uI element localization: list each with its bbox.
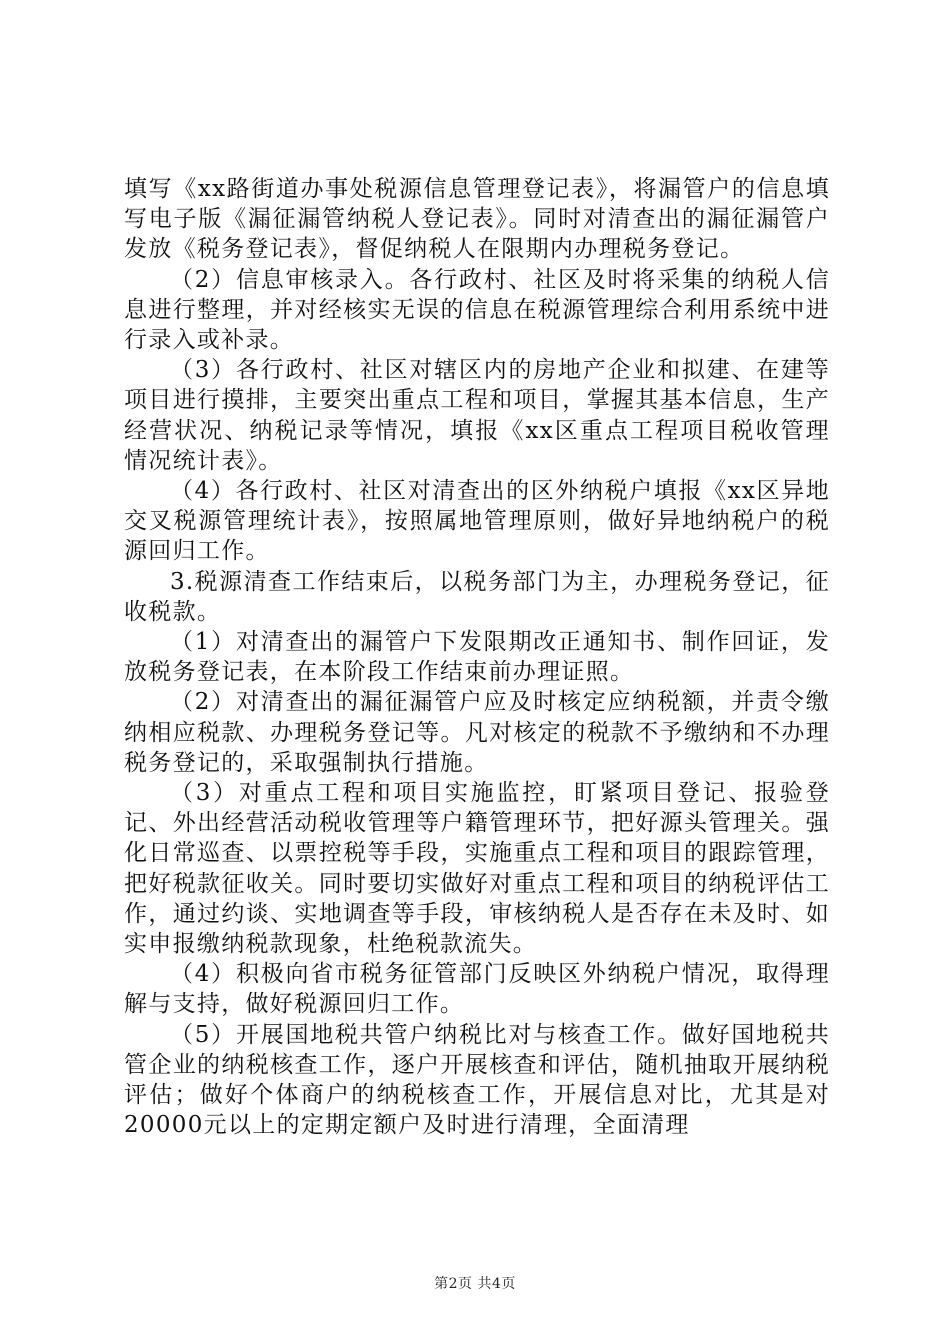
paragraph-continuation: 填写《xx路街道办事处税源信息管理登记表》，将漏管户的信息填写电子版《漏征漏管纳税人登记表》。同时对清查出的漏征漏管户发放《税务登记表》，督促纳税人在限期内办理税务登记。 [124, 176, 830, 263]
paragraph-item-2-tax-assessment: （2）对清查出的漏征漏管户应及时核定应纳税额，并责令缴纳相应税款、办理税务登记等。凡对核定的税款不予缴纳和不办理税务登记的，采取强制执行措施。 [124, 689, 830, 776]
paragraph-item-3-key-projects: （3）对重点工程和项目实施监控，盯紧项目登记、报验登记、外出经营活动税收管理等户籍管理环节，把好源头管理关。强化日常巡查、以票控税等手段，实施重点工程和项目的跟踪管理，把好税款征收关。同时要切实做好对重点工程和项目的纳税评估工作，通过约谈、实地调查等手段，审核纳税人是否存在未及时、如实申报缴纳税款现象，杜绝税款流失。 [124, 780, 830, 958]
paragraph-section-3-heading: 3.税源清查工作结束后，以税务部门为主，办理税务登记，征收税款。 [124, 568, 830, 625]
paragraph-item-2-info-review: （2）信息审核录入。各行政村、社区及时将采集的纳税人信息进行整理，并对经核实无误的信息在税源管理综合利用系统中进行录入或补录。 [124, 266, 830, 354]
paragraph-item-3-project-survey: （3）各行政村、社区对辖区内的房地产企业和拟建、在建等项目进行摸排，主要突出重点工程和项目，掌握其基本信息，生产经营状况、纳税记录等情况，填报《xx区重点工程项目税收管理情况统计表》。 [124, 357, 830, 474]
paragraph-item-4-provincial-report: （4）积极向省市税务征管部门反映区外纳税户情况，取得理解与支持，做好税源回归工作。 [124, 961, 830, 1018]
paragraph-item-1-correction-notice: （1）对清查出的漏管户下发限期改正通知书、制作回证，发放税务登记表，在本阶段工作结束前办理证照。 [124, 629, 830, 686]
document-body [124, 174, 830, 1141]
paragraph-item-4-offsite-taxpayers: （4）各行政村、社区对清查出的区外纳税户填报《xx区异地交叉税源管理统计表》，按照属地管理原则，做好异地纳税户的税源回归工作。 [124, 478, 830, 565]
page-number-footer: 第2页 共4页 [434, 1276, 516, 1292]
paragraph-item-5-joint-audit: （5）开展国地税共管户纳税比对与核查工作。做好国地税共管企业的纳税核查工作，逐户开展核查和评估，随机抽取开展纳税评估；做好个体商户的纳税核查工作，开展信息对比，尤其是对20000元以上的定期定额户及时进行清理，全面清理 [124, 1021, 830, 1139]
